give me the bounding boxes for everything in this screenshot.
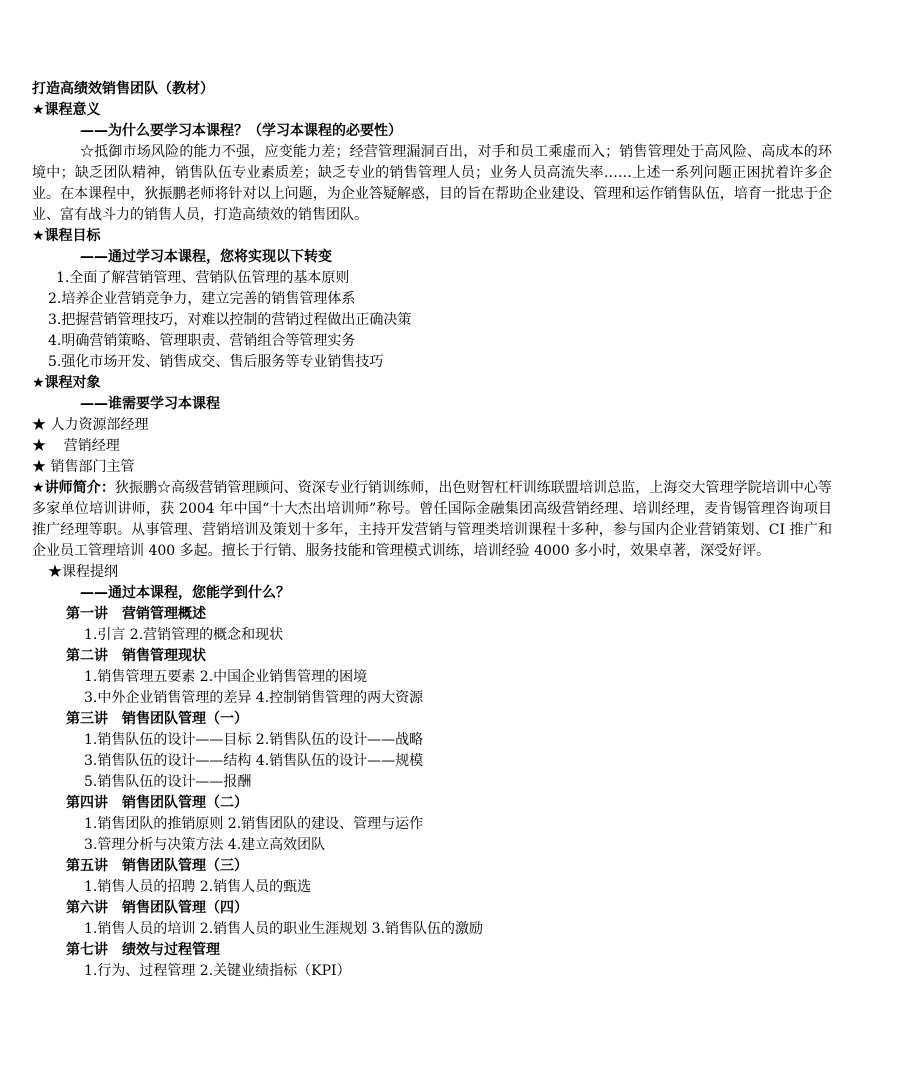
audience-heading: ★课程对象 [32, 375, 101, 391]
goal-item: 5.强化市场开发、销售成交、售后服务等专业销售技巧 [48, 354, 384, 370]
lecture-list [32, 604, 832, 982]
goal-item: 2.培养企业营销竞争力，建立完善的销售管理体系 [48, 291, 356, 307]
document-page [32, 79, 832, 982]
lecture-title: 第四讲 销售团队管理（二） [66, 795, 248, 811]
outline-subtitle: ——通过本课程，您能学到什么？ [80, 585, 290, 601]
lecture-title: 第二讲 销售管理现状 [66, 648, 206, 664]
instructor-label: ★讲师简介： [32, 480, 115, 496]
outline-heading: ★课程提纲 [48, 564, 118, 580]
lecture-line: 1.销售管理五要素 2.中国企业销售管理的困境 [84, 669, 368, 685]
lecture-line: 5.销售队伍的设计——报酬 [84, 774, 252, 790]
significance-paragraph [32, 142, 832, 226]
lecture-line: 1.销售队伍的设计——目标 2.销售队伍的设计——战略 [84, 732, 424, 748]
lecture-line: 1.引言 2.营销管理的概念和现状 [84, 627, 284, 643]
audience-subtitle: ——谁需要学习本课程 [80, 396, 220, 412]
lecture-line: 1.销售人员的招聘 2.销售人员的甄选 [84, 879, 312, 895]
lecture-line: 1.销售人员的培训 2.销售人员的职业生涯规划 3.销售队伍的激励 [84, 921, 483, 937]
instructor-text: 狄振鹏☆高级营销管理顾问、资深专业行销训练师，出色财智杠杆训练联盟培训总监，上海交大管理学院培训中心等多家单位培训讲师，获 2004 年中国“十大杰出培训师”称号。曾任国际金融集团高级营销经理、培训经理，麦肯锡管理咨询项目推广经理等职。从事管理、营销培训及策划十多年，主持开发营销与管理类培训课程十多种，参与国内企业营销策划、CI 推广和企业员工管理培训 400 多起。擅长于行销、服务技能和管理模式训练，培训经验 4000 多小时，效果卓著，深受好评。 [32, 480, 832, 559]
lecture-line: 1.行为、过程管理 2.关键业绩指标（KPI） [84, 963, 351, 979]
lecture-line: 3.中外企业销售管理的差异 4.控制销售管理的两大资源 [84, 690, 424, 706]
audience-item: ★ 营销经理 [32, 438, 120, 454]
instructor-bio [32, 478, 832, 562]
lecture-title: 第一讲 营销管理概述 [66, 606, 206, 622]
goal-item: 4.明确营销策略、管理职责、营销组合等管理实务 [48, 333, 356, 349]
lecture-title: 第三讲 销售团队管理（一） [66, 711, 248, 727]
lecture-line: 1.销售团队的推销原则 2.销售团队的建设、管理与运作 [84, 816, 424, 832]
significance-text: ☆抵御市场风险的能力不强，应变能力差；经营管理漏洞百出，对手和员工乘虚而入；销售管理处于高风险、高成本的环境中；缺乏团队精神，销售队伍专业素质差；缺乏专业的销售管理人员；业务人员高流失率……上述一系列问题正困扰着许多企业。在本课程中，狄振鹏老师将针对以上问题，为企业答疑解惑，目的旨在帮助企业建设、管理和运作销售队伍，培育一批忠于企业、富有战斗力的销售人员，打造高绩效的销售团队。 [32, 144, 832, 223]
goals-heading: ★课程目标 [32, 228, 101, 244]
goal-item: 1.全面了解营销管理、营销队伍管理的基本原则 [56, 270, 350, 286]
lecture-line: 3.销售队伍的设计——结构 4.销售队伍的设计——规模 [84, 753, 424, 769]
audience-item: ★ 销售部门主管 [32, 459, 135, 475]
lecture-title: 第五讲 销售团队管理（三） [66, 858, 248, 874]
significance-subtitle: ——为什么要学习本课程？（学习本课程的必要性） [80, 123, 402, 139]
significance-heading: ★课程意义 [32, 102, 101, 118]
lecture-line: 3.管理分析与决策方法 4.建立高效团队 [84, 837, 326, 853]
goals-subtitle: ——通过学习本课程，您将实现以下转变 [80, 249, 332, 265]
goal-item: 3.把握营销管理技巧，对难以控制的营销过程做出正确决策 [48, 312, 412, 328]
audience-item: ★ 人力资源部经理 [32, 417, 149, 433]
document-title: 打造高绩效销售团队（教材） [32, 81, 214, 97]
lecture-title: 第六讲 销售团队管理（四） [66, 900, 248, 916]
lecture-title: 第七讲 绩效与过程管理 [66, 942, 220, 958]
